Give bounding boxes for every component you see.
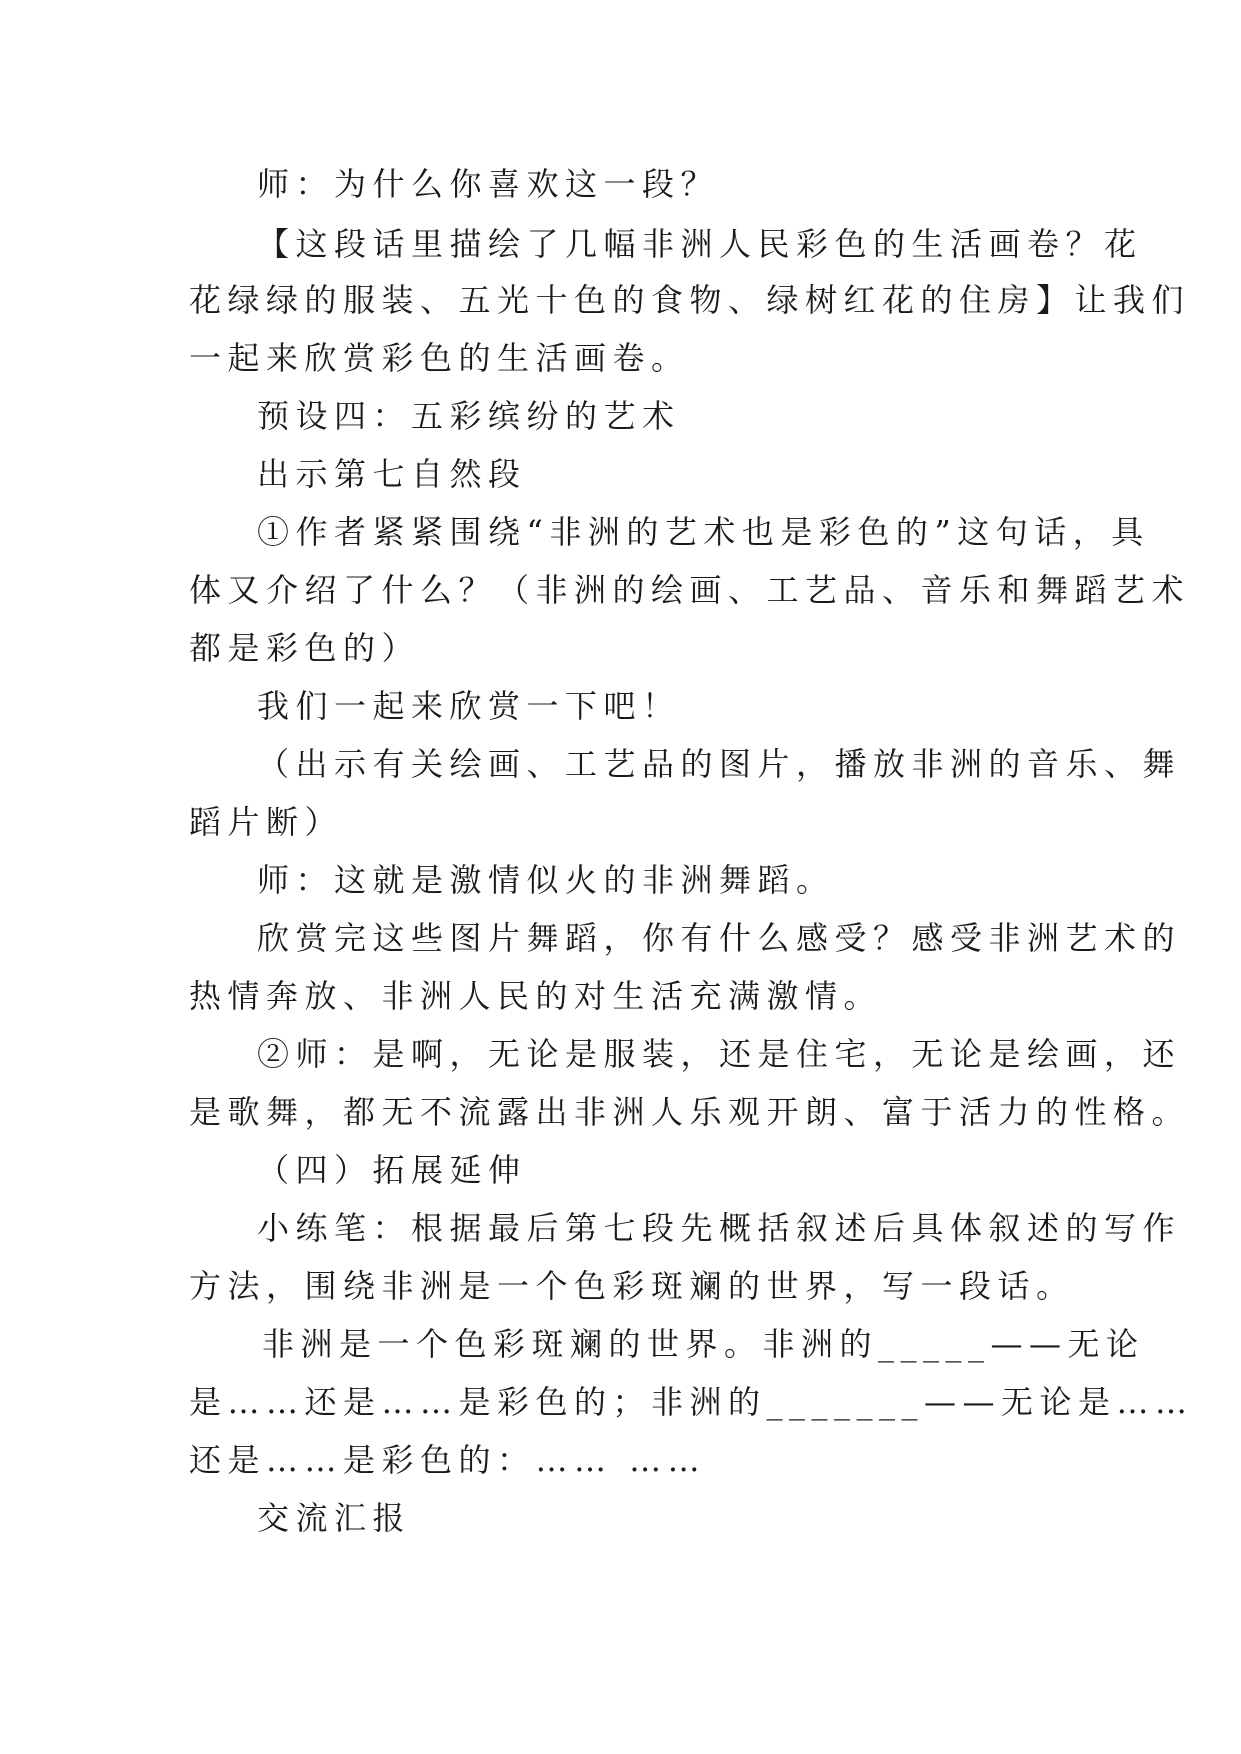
paragraph-line: 小练笔：根据最后第七段先概括叙述后具体叙述的写作 bbox=[257, 1209, 1182, 1247]
paragraph-line: 方法，围绕非洲是一个色彩斑斓的世界，写一段话。 bbox=[189, 1267, 1075, 1305]
paragraph-line: 我们一起来欣赏一下吧！ bbox=[257, 687, 681, 725]
paragraph-line: 花绿绿的服装、五光十色的食物、绿树红花的住房】让我们 bbox=[189, 281, 1191, 319]
section-heading: （四）拓展延伸 bbox=[257, 1151, 527, 1189]
paragraph-line: 是……还是……是彩色的；非洲的_______——无论是…… bbox=[189, 1383, 1194, 1421]
paragraph-line: 都是彩色的） bbox=[189, 629, 421, 667]
paragraph-line: 热情奔放、非洲人民的对生活充满激情。 bbox=[189, 977, 883, 1015]
paragraph-line: 【这段话里描绘了几幅非洲人民彩色的生活画卷？花 bbox=[257, 225, 1143, 263]
paragraph-line: 出示第七自然段 bbox=[257, 455, 527, 493]
paragraph-line: 欣赏完这些图片舞蹈，你有什么感受？感受非洲艺术的 bbox=[257, 919, 1182, 957]
paragraph-line: 还是……是彩色的：…… …… bbox=[189, 1441, 707, 1479]
paragraph-line: 体又介绍了什么？（非洲的绘画、工艺品、音乐和舞蹈艺术 bbox=[189, 571, 1191, 609]
paragraph-line: （出示有关绘画、工艺品的图片，播放非洲的音乐、舞 bbox=[257, 745, 1182, 783]
paragraph-line: 预设四：五彩缤纷的艺术 bbox=[257, 397, 681, 435]
paragraph-line: 师：这就是激情似火的非洲舞蹈。 bbox=[257, 861, 835, 899]
paragraph-line: 蹈片断） bbox=[189, 803, 344, 841]
paragraph-line: 一起来欣赏彩色的生活画卷。 bbox=[189, 339, 690, 377]
paragraph-line: 交流汇报 bbox=[257, 1499, 412, 1537]
paragraph-line: ①作者紧紧围绕“非洲的艺术也是彩色的”这句话，具 bbox=[257, 513, 1150, 551]
paragraph-line: 非洲是一个色彩斑斓的世界。非洲的_____——无论 bbox=[262, 1325, 1145, 1363]
paragraph-line: ②师：是啊，无论是服装，还是住宅，无论是绘画，还 bbox=[257, 1035, 1182, 1073]
paragraph-line: 师：为什么你喜欢这一段？ bbox=[257, 165, 720, 203]
paragraph-line: 是歌舞，都无不流露出非洲人乐观开朗、富于活力的性格。 bbox=[189, 1093, 1191, 1131]
